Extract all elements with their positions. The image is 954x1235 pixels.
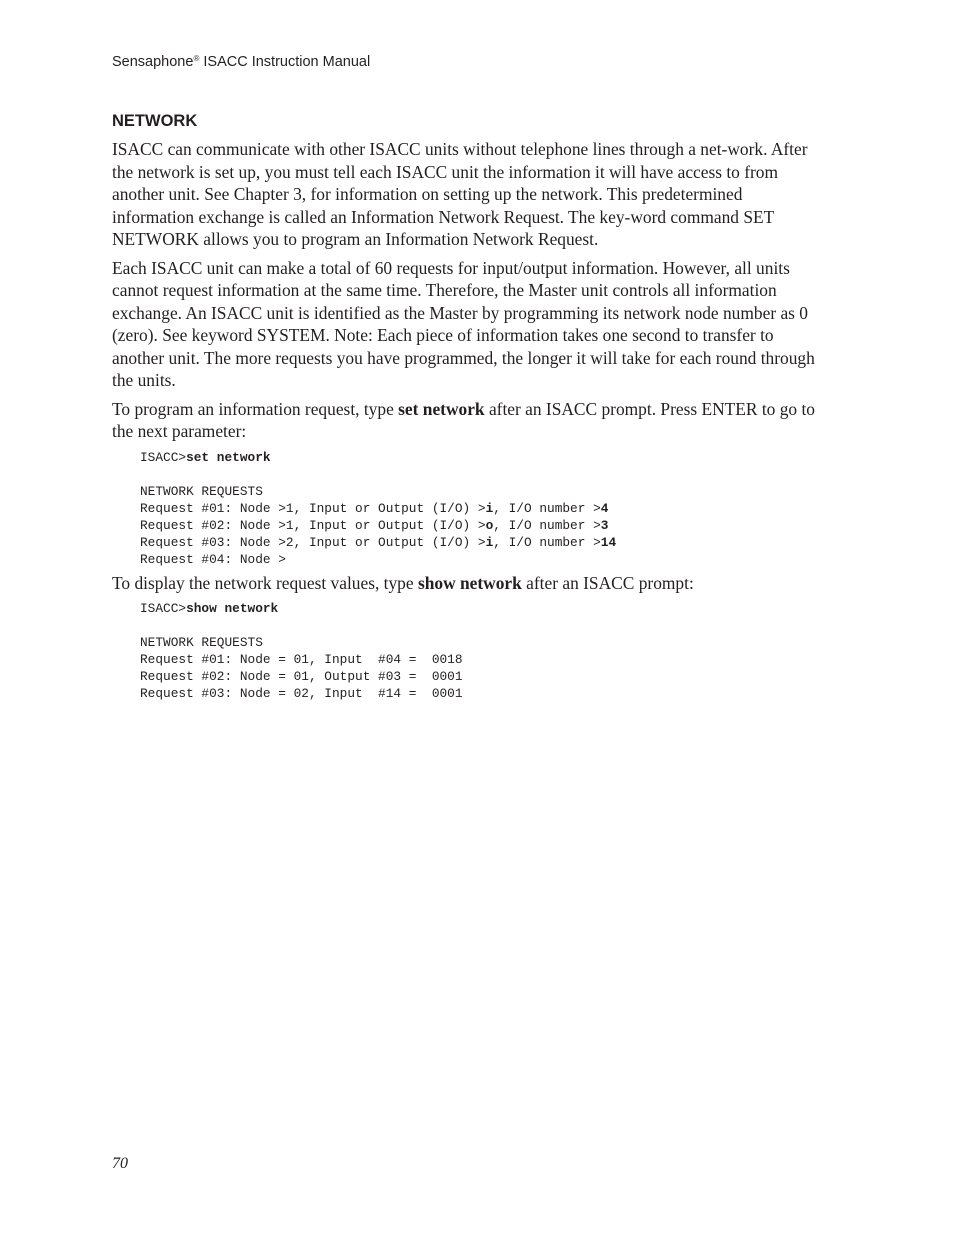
show-network-keyword: show network — [417, 572, 522, 593]
set-network-keyword: set network — [398, 398, 485, 419]
page-content — [112, 110, 820, 706]
code-line: Request #01: Node >1, Input or Output (I/O) > — [140, 500, 486, 516]
prompt: ISACC> — [140, 601, 187, 616]
registered-mark: ® — [193, 54, 200, 63]
code-line: Request #03: Node = 02, Input #14 = 0001 — [140, 686, 463, 701]
command: set network — [186, 449, 271, 465]
running-header — [112, 54, 370, 70]
code-line: Request #02: Node = 01, Output #03 = 0001 — [140, 669, 463, 684]
code-line: Request #04: Node > — [140, 551, 286, 567]
code-title: NETWORK REQUESTS — [140, 483, 263, 499]
command: show network — [186, 601, 279, 616]
manual-title: ISACC Instruction Manual — [199, 54, 371, 70]
section-heading: NETWORK — [112, 112, 198, 130]
set-network-code-block: ISACC>set network NETWORK REQUESTS Request #01: Node >1, Input or Output (I/O) >i, I/O number >4 Request #02: Node >1, Input or Output (I/O) >o, I/O number >3 Request #03: Node >2, Input or Output (I/O) >i, I/O number >14 Request #04: Node > — [140, 449, 617, 567]
set-network-instruction: To program an information request, type set network after an ISACC prompt. Press ENTER to go to the next parameter: — [112, 398, 815, 441]
paragraph-network-intro: ISACC can communicate with other ISACC units without telephone lines through a net-work. After the network is set up, you must tell each ISACC unit the information it will have access to from another unit. See Chapter 3, for information on setting up the network. This predetermined information exchange is called an Information Network Request. The key-word command SET NETWORK allows you to program an Information Network Request. — [112, 139, 808, 249]
paragraph-requests: Each ISACC unit can make a total of 60 requests for input/output information. However, all units cannot request information at the same time. Therefore, the Master unit controls all information exchange. An ISACC unit is identified as the Master by programming its network node number as 0 (zero). See keyword SYSTEM. Note: Each piece of information takes one second to transfer to another unit. The more requests you have programmed, the longer it will take for each round through the units. — [112, 257, 815, 390]
show-network-code-block — [140, 600, 820, 702]
show-network-instruction: To display the network request values, type show network after an ISACC prompt: — [112, 572, 694, 593]
prompt: ISACC> — [140, 449, 187, 465]
brand-name: Sensaphone — [112, 54, 194, 70]
code-line: Request #01: Node = 01, Input #04 = 0018 — [140, 652, 463, 667]
code-line: Request #03: Node >2, Input or Output (I/O) > — [140, 534, 486, 550]
code-title: NETWORK REQUESTS — [140, 635, 263, 650]
page-number: 70 — [112, 1155, 128, 1172]
code-line: Request #02: Node >1, Input or Output (I/O) > — [140, 517, 486, 533]
